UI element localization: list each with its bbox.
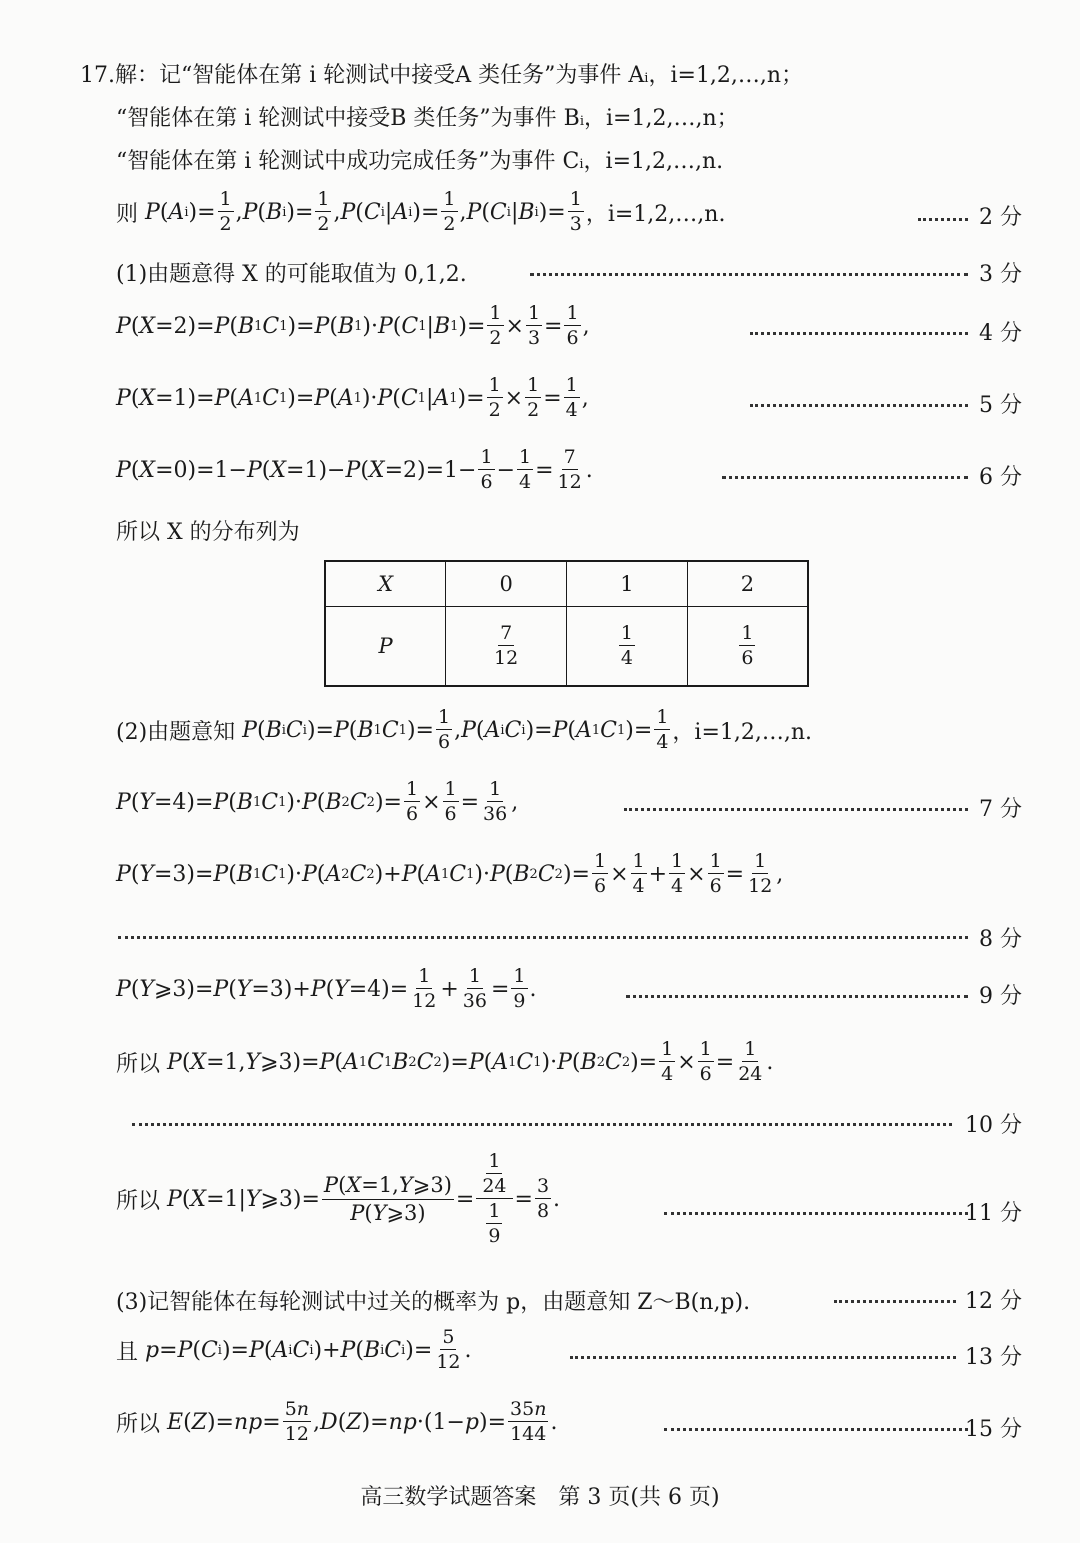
eq-conditional: 所以 P ( X =1| Y ⩾3)= $\frac{P(X=1,Y⩾3)}{P(Y⩾3)}$ = $\frac{\frac{1}{24}}{\frac{1}{9}}$ = $\frac{3}{8}$ .: [116, 1150, 561, 1247]
row-label-x: X: [325, 561, 446, 607]
leader-dots: [570, 1356, 956, 1359]
eq-p-x1: P ( X =1)= P ( A 1 C 1 )= P ( A 1 )· P ( C 1 | A 1 )= $\frac{1}{2}$ × $\frac{1}{2}$ = $\frac{1}{4}$ ,: [116, 374, 589, 421]
leader-dots: [624, 808, 968, 811]
intro-line-3: “智能体在第 i 轮测试中成功完成任务”为事件 C $_i$ ，i=1,2,…,n.: [116, 149, 724, 174]
leader-dots: [132, 1123, 952, 1126]
leader-dots: [530, 273, 968, 276]
eq-joint: 所以 P ( X =1, Y ⩾3)= P ( A 1 C 1 B 2 C 2 )= P ( A 1 C 1 )· P ( B 2 C 2 )= $\frac{1}{4}$ × $\frac{1}{6}$ = $\frac{1}{24}$ .: [116, 1038, 774, 1085]
score-11: 11 分: [965, 1201, 1022, 1226]
score-12: 12 分: [965, 1289, 1022, 1314]
leader-dots: [750, 404, 968, 407]
part2-intro: (2)由题意知 P ( B i C i )= P ( B 1 C 1 )= $\frac{1}{6}$ , P ( A i C i )= P ( A 1 C 1 )= $\frac{1}{4}$ ，i=1,2,…,n.: [116, 706, 813, 753]
table-cell: 2: [687, 561, 808, 607]
given-probabilities: 则 P ( A i )= $\frac{1}{2}$ , P ( B i )= $\frac{1}{2}$ , P ( C i | A i )= $\frac{1}{2}$ , P ( C i | B i )= $\frac{1}{3}$ ，i=1,2,…,n.: [116, 188, 726, 235]
score-13: 13 分: [965, 1345, 1022, 1370]
table-cell: 1: [567, 561, 688, 607]
eq-expectation-variance: 所以 E ( Z )= np = $\frac{5n}{12}$ , D ( Z )= np ·(1− p )= $\frac{35n}{144}$ .: [116, 1398, 558, 1445]
eq-p-value: 且 p = P ( C i )= P ( A i C i )+ P ( B i C i )= $\frac{5}{12}$ .: [116, 1326, 472, 1373]
eq-p-y4: P ( Y =4)= P ( B 1 C 1 )· P ( B 2 C 2 )= $\frac{1}{6}$ × $\frac{1}{6}$ = $\frac{1}{36}$ ,: [116, 778, 519, 825]
part3-binomial: (3)记智能体在每轮测试中过关的概率为 p，由题意知 Z～B(n,p).: [116, 1290, 751, 1315]
leader-dots: [626, 995, 968, 998]
distribution-intro: 所以 X 的分布列为: [116, 520, 300, 545]
eq-p-x2: P ( X =2)= P ( B 1 C 1 )= P ( B 1 )· P ( C 1 | B 1 )= $\frac{1}{2}$ × $\frac{1}{3}$ = $\frac{1}{6}$ ,: [116, 302, 590, 349]
intro-line-1: 17. 解：记 “智能体在第 i 轮测试中接受A 类任务”为事件 A $_i$ ，i=1,2,…,n；: [80, 63, 804, 88]
table-cell: $\frac{1}{4}$: [567, 607, 688, 686]
score-6: 6 分: [979, 465, 1022, 490]
leader-dots: [118, 936, 968, 939]
leader-dots: [664, 1428, 968, 1431]
row-label-p: P: [325, 607, 446, 686]
score-10: 10 分: [965, 1113, 1022, 1138]
table-cell: 0: [446, 561, 567, 607]
intro-line-2: “智能体在第 i 轮测试中接受B 类任务”为事件 B $_i$ ，i=1,2,…,n；: [116, 106, 739, 131]
eq-p-y3: P ( Y =3)= P ( B 1 C 1 )· P ( A 2 C 2 )+ P ( A 1 C 1 )· P ( B 2 C 2 )= $\frac{1}{6}$ × $\frac{1}{4}$ + $\frac{1}{4}$ × $\frac{1}{6}$ = $\frac{1}{12}$ ,: [116, 850, 784, 897]
leader-dots: [750, 332, 968, 335]
score-4: 4 分: [979, 321, 1022, 346]
score-9: 9 分: [979, 984, 1022, 1009]
eq-p-y-ge-3: P ( Y ⩾3)= P ( Y =3)+ P ( Y =4)= $\frac{1}{12}$ + $\frac{1}{36}$ = $\frac{1}{9}$ .: [116, 965, 537, 1012]
page-footer: 高三数学试题答案 第 3 页(共 6 页): [360, 1485, 720, 1510]
problem-number: 17.: [80, 63, 115, 88]
score-7: 7 分: [979, 797, 1022, 822]
score-5: 5 分: [979, 393, 1022, 418]
leader-dots: [722, 476, 968, 479]
score-2: 2 分: [979, 205, 1022, 230]
score-15: 15 分: [965, 1417, 1022, 1442]
table-cell: $\frac{1}{6}$: [687, 607, 808, 686]
table-row: [325, 561, 808, 607]
score-3: 3 分: [979, 262, 1022, 287]
eq-p-x0: P ( X =0)=1− P ( X =1)− P ( X =2)=1− $\frac{1}{6}$ − $\frac{1}{4}$ = $\frac{7}{12}$ .: [116, 446, 593, 493]
leader-dots: [918, 218, 968, 221]
part1-values: (1)由题意得 X 的可能取值为 0,1,2.: [116, 262, 467, 287]
leader-dots: [834, 1300, 956, 1303]
distribution-table: [324, 560, 809, 687]
leader-dots: [664, 1212, 968, 1215]
score-8: 8 分: [979, 927, 1022, 952]
table-row: [325, 607, 808, 686]
table-cell: $\frac{7}{12}$: [446, 607, 567, 686]
